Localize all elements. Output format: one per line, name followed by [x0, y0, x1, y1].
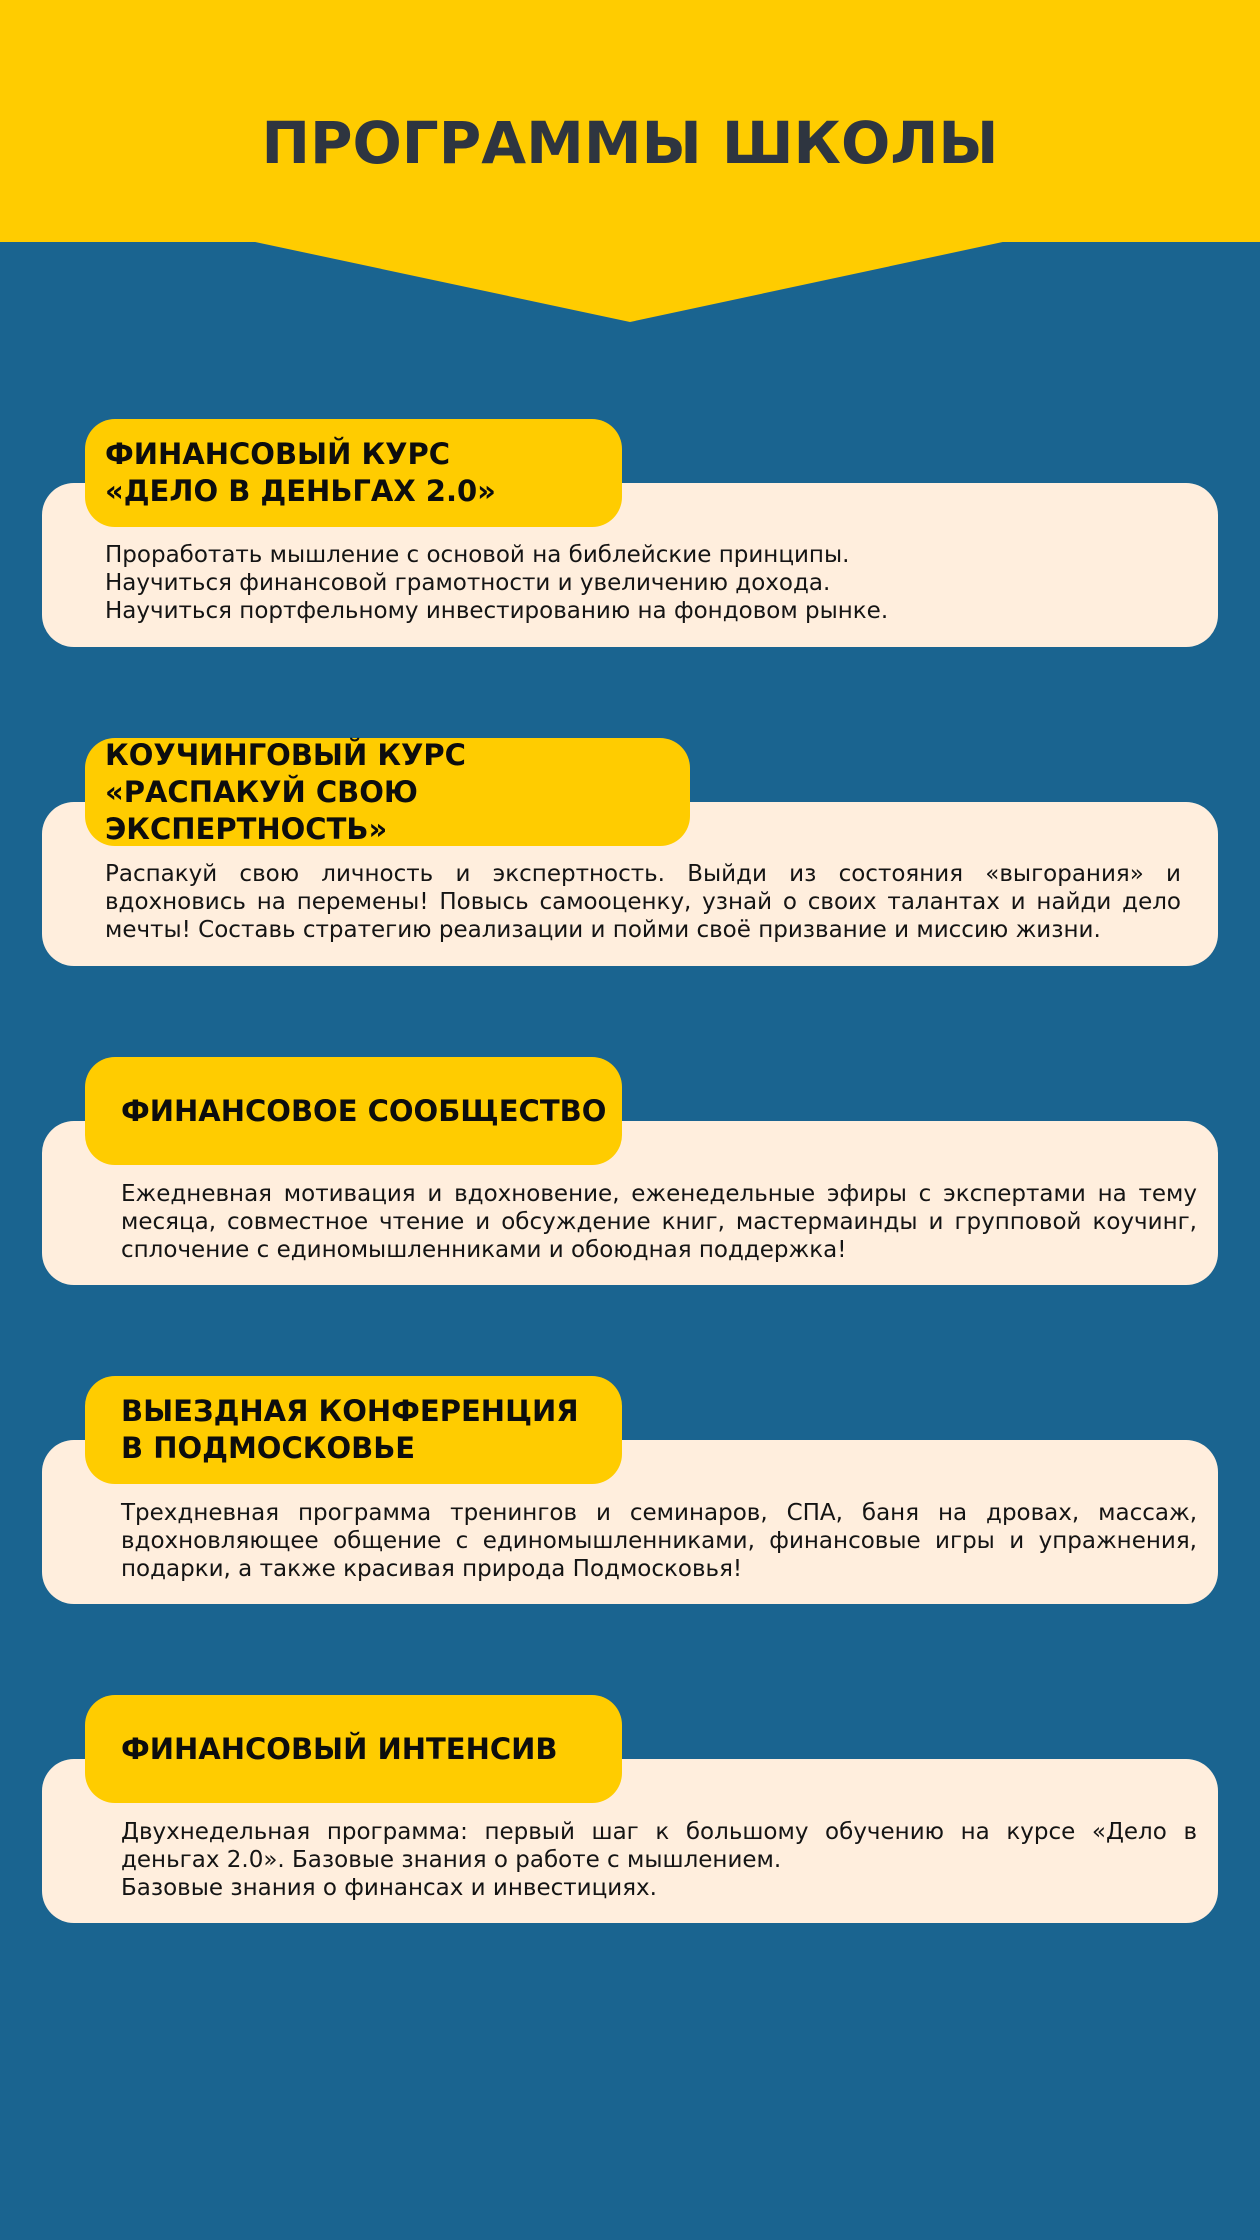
program-description: Распакуй свою личность и экспертность. Выйди из состояния «выгорания» и вдохновись на перемены! Повысь самооценку, узнай о своих талантах и найди дело мечты! Составь стратегию реализации и пойми своё призвание и миссию жизни. — [105, 861, 1181, 943]
page-title: ПРОГРАММЫ ШКОЛЫ — [261, 109, 999, 177]
program-title: ФИНАНСОВЫЙ КУРС «ДЕЛО В ДЕНЬГАХ 2.0» — [105, 437, 496, 508]
program-title: ФИНАНСОВЫЙ ИНТЕНСИВ — [121, 1731, 558, 1766]
card-tab — [85, 419, 622, 527]
program-title: ВЫЕЗДНАЯ КОНФЕРЕНЦИЯ В ПОДМОСКОВЬЕ — [121, 1394, 579, 1465]
program-description: Ежедневная мотивация и вдохновение, еженедельные эфиры с экспертами на тему месяца, совместное чтение и обсуждение книг, мастермаинды и групповой коучинг, сплочение с единомышленниками и обоюдная поддержка! — [121, 1181, 1197, 1263]
card-tab — [85, 1695, 622, 1803]
card-tab — [85, 738, 690, 846]
program-description: Двухнедельная программа: первый шаг к большому обучению на курсе «Дело в деньгах 2.0». Базовые знания о работе с мышлением. Базовые знания о финансах и инвестициях. — [121, 1819, 1197, 1901]
program-description: Трехдневная программа тренингов и семинаров, СПА, баня на дровах, массаж, вдохновляющее общение с единомышленниками, финансовые игры и упражнения, подарки, а также красивая природа Подмосковья! — [121, 1500, 1197, 1582]
card-tab — [85, 1376, 622, 1484]
program-title: КОУЧИНГОВЫЙ КУРС «РАСПАКУЙ СВОЮ ЭКСПЕРТНОСТЬ» — [105, 737, 466, 846]
header-chevron — [0, 240, 1260, 324]
card-tab — [85, 1057, 622, 1165]
program-description: Проработать мышление с основой на библейские принципы. Научиться финансовой грамотности и увеличению дохода. Научиться портфельному инвестированию на фондовом рынке. — [105, 542, 889, 624]
program-title: ФИНАНСОВОЕ СООБЩЕСТВО — [121, 1093, 607, 1128]
